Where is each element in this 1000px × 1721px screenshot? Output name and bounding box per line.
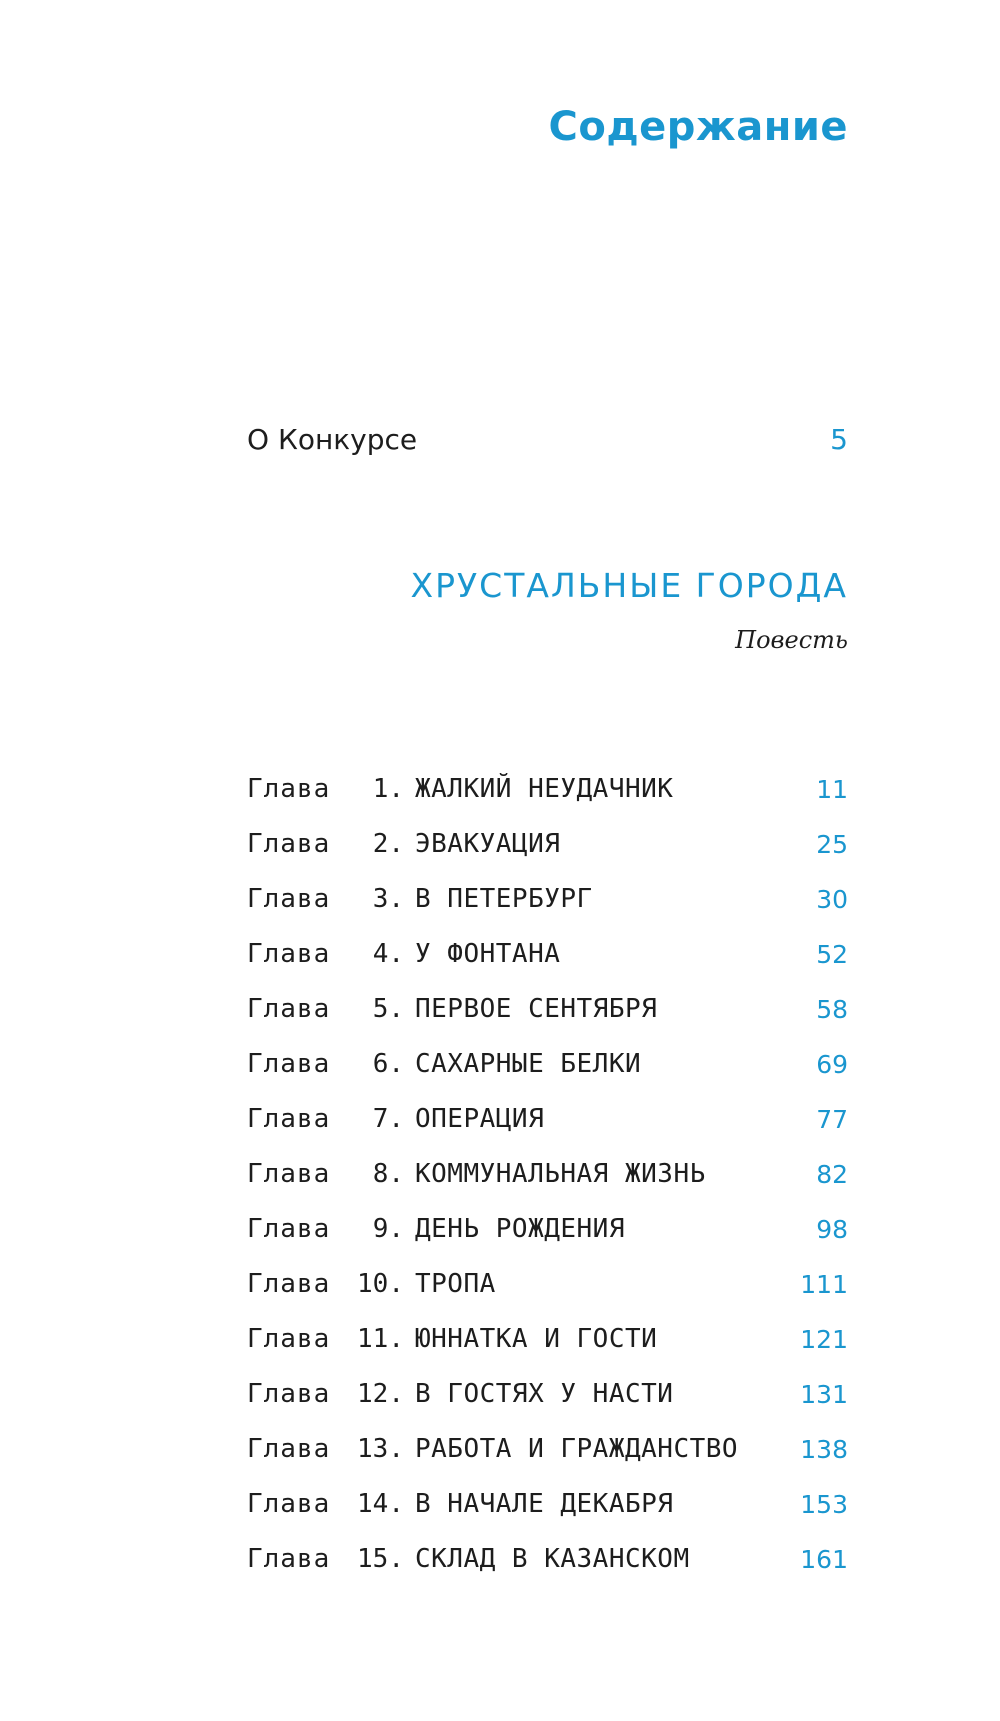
chapter-number: 6. — [372, 1049, 404, 1079]
chapter-number: 9. — [372, 1214, 404, 1244]
chapter-number: 12. — [357, 1379, 404, 1409]
chapter-page: 82 — [816, 1160, 848, 1189]
chapter-title: ОПЕРАЦИЯ — [415, 1104, 545, 1134]
chapter-page: 161 — [800, 1545, 848, 1574]
chapter-title: РАБОТА И ГРАЖДАНСТВО — [415, 1434, 739, 1464]
chapter-word: Глава — [247, 1489, 331, 1519]
chapter-title: СКЛАД В КАЗАНСКОМ — [415, 1544, 690, 1574]
chapter-list — [247, 762, 848, 1587]
chapter-title: ЭВАКУАЦИЯ — [415, 829, 561, 859]
chapter-title: ЮННАТКА И ГОСТИ — [415, 1324, 658, 1354]
toc-row[interactable] — [247, 1367, 848, 1422]
chapter-number: 10. — [357, 1269, 404, 1299]
chapter-page: 25 — [816, 830, 848, 859]
toc-row[interactable] — [247, 872, 848, 927]
chapter-word: Глава — [247, 1214, 331, 1244]
chapter-number: 1. — [372, 774, 404, 804]
chapter-page: 98 — [816, 1215, 848, 1244]
toc-row[interactable] — [247, 982, 848, 1037]
chapter-title: У ФОНТАНА — [415, 939, 561, 969]
chapter-number: 5. — [372, 994, 404, 1024]
chapter-page: 30 — [816, 885, 848, 914]
chapter-number: 13. — [357, 1434, 404, 1464]
chapter-page: 77 — [816, 1105, 848, 1134]
toc-row[interactable] — [247, 1312, 848, 1367]
chapter-title: ТРОПА — [415, 1269, 496, 1299]
chapter-page: 69 — [816, 1050, 848, 1079]
toc-row[interactable] — [247, 1147, 848, 1202]
chapter-page: 121 — [800, 1325, 848, 1354]
chapter-word: Глава — [247, 829, 331, 859]
toc-entry-page: 5 — [830, 423, 848, 456]
chapter-page: 131 — [800, 1380, 848, 1409]
chapter-number: 11. — [357, 1324, 404, 1354]
chapter-word: Глава — [247, 1269, 331, 1299]
chapter-number: 15. — [357, 1544, 404, 1574]
toc-row[interactable] — [247, 817, 848, 872]
chapter-word: Глава — [247, 1049, 331, 1079]
chapter-page: 153 — [800, 1490, 848, 1519]
chapter-word: Глава — [247, 1159, 331, 1189]
toc-row[interactable] — [247, 1257, 848, 1312]
chapter-word: Глава — [247, 1324, 331, 1354]
section-title: ХРУСТАЛЬНЫЕ ГОРОДА — [410, 566, 848, 605]
chapter-page: 52 — [816, 940, 848, 969]
chapter-word: Глава — [247, 1434, 331, 1464]
chapter-title: В НАЧАЛЕ ДЕКАБРЯ — [415, 1489, 674, 1519]
toc-row[interactable] — [247, 927, 848, 982]
chapter-word: Глава — [247, 1544, 331, 1574]
chapter-number: 2. — [372, 829, 404, 859]
toc-row[interactable] — [247, 1202, 848, 1257]
chapter-title: ПЕРВОЕ СЕНТЯБРЯ — [415, 994, 658, 1024]
toc-row[interactable] — [247, 1532, 848, 1587]
chapter-page: 58 — [816, 995, 848, 1024]
chapter-word: Глава — [247, 939, 331, 969]
chapter-title: ЖАЛКИЙ НЕУДАЧНИК — [415, 774, 674, 804]
chapter-page: 111 — [800, 1270, 848, 1299]
chapter-title: ДЕНЬ РОЖДЕНИЯ — [415, 1214, 625, 1244]
chapter-number: 14. — [357, 1489, 404, 1519]
chapter-word: Глава — [247, 1379, 331, 1409]
toc-row[interactable] — [247, 762, 848, 817]
chapter-page: 11 — [816, 775, 848, 804]
page-title: Содержание — [548, 104, 848, 150]
toc-entry-label: О Конкурсе — [247, 423, 418, 456]
chapter-title: САХАРНЫЕ БЕЛКИ — [415, 1049, 642, 1079]
chapter-number: 4. — [372, 939, 404, 969]
chapter-number: 7. — [372, 1104, 404, 1134]
section-subtitle: Повесть — [735, 626, 848, 654]
chapter-word: Глава — [247, 1104, 331, 1134]
toc-row[interactable] — [247, 1477, 848, 1532]
chapter-title: КОММУНАЛЬНАЯ ЖИЗНЬ — [415, 1159, 706, 1189]
toc-row[interactable] — [247, 1037, 848, 1092]
toc-row[interactable] — [247, 1092, 848, 1147]
chapter-page: 138 — [800, 1435, 848, 1464]
chapter-title: В ПЕТЕРБУРГ — [415, 884, 593, 914]
chapter-number: 8. — [372, 1159, 404, 1189]
toc-entry-intro[interactable] — [247, 420, 848, 460]
chapter-word: Глава — [247, 774, 331, 804]
chapter-word: Глава — [247, 994, 331, 1024]
chapter-number: 3. — [372, 884, 404, 914]
chapter-word: Глава — [247, 884, 331, 914]
toc-row[interactable] — [247, 1422, 848, 1477]
chapter-title: В ГОСТЯХ У НАСТИ — [415, 1379, 674, 1409]
